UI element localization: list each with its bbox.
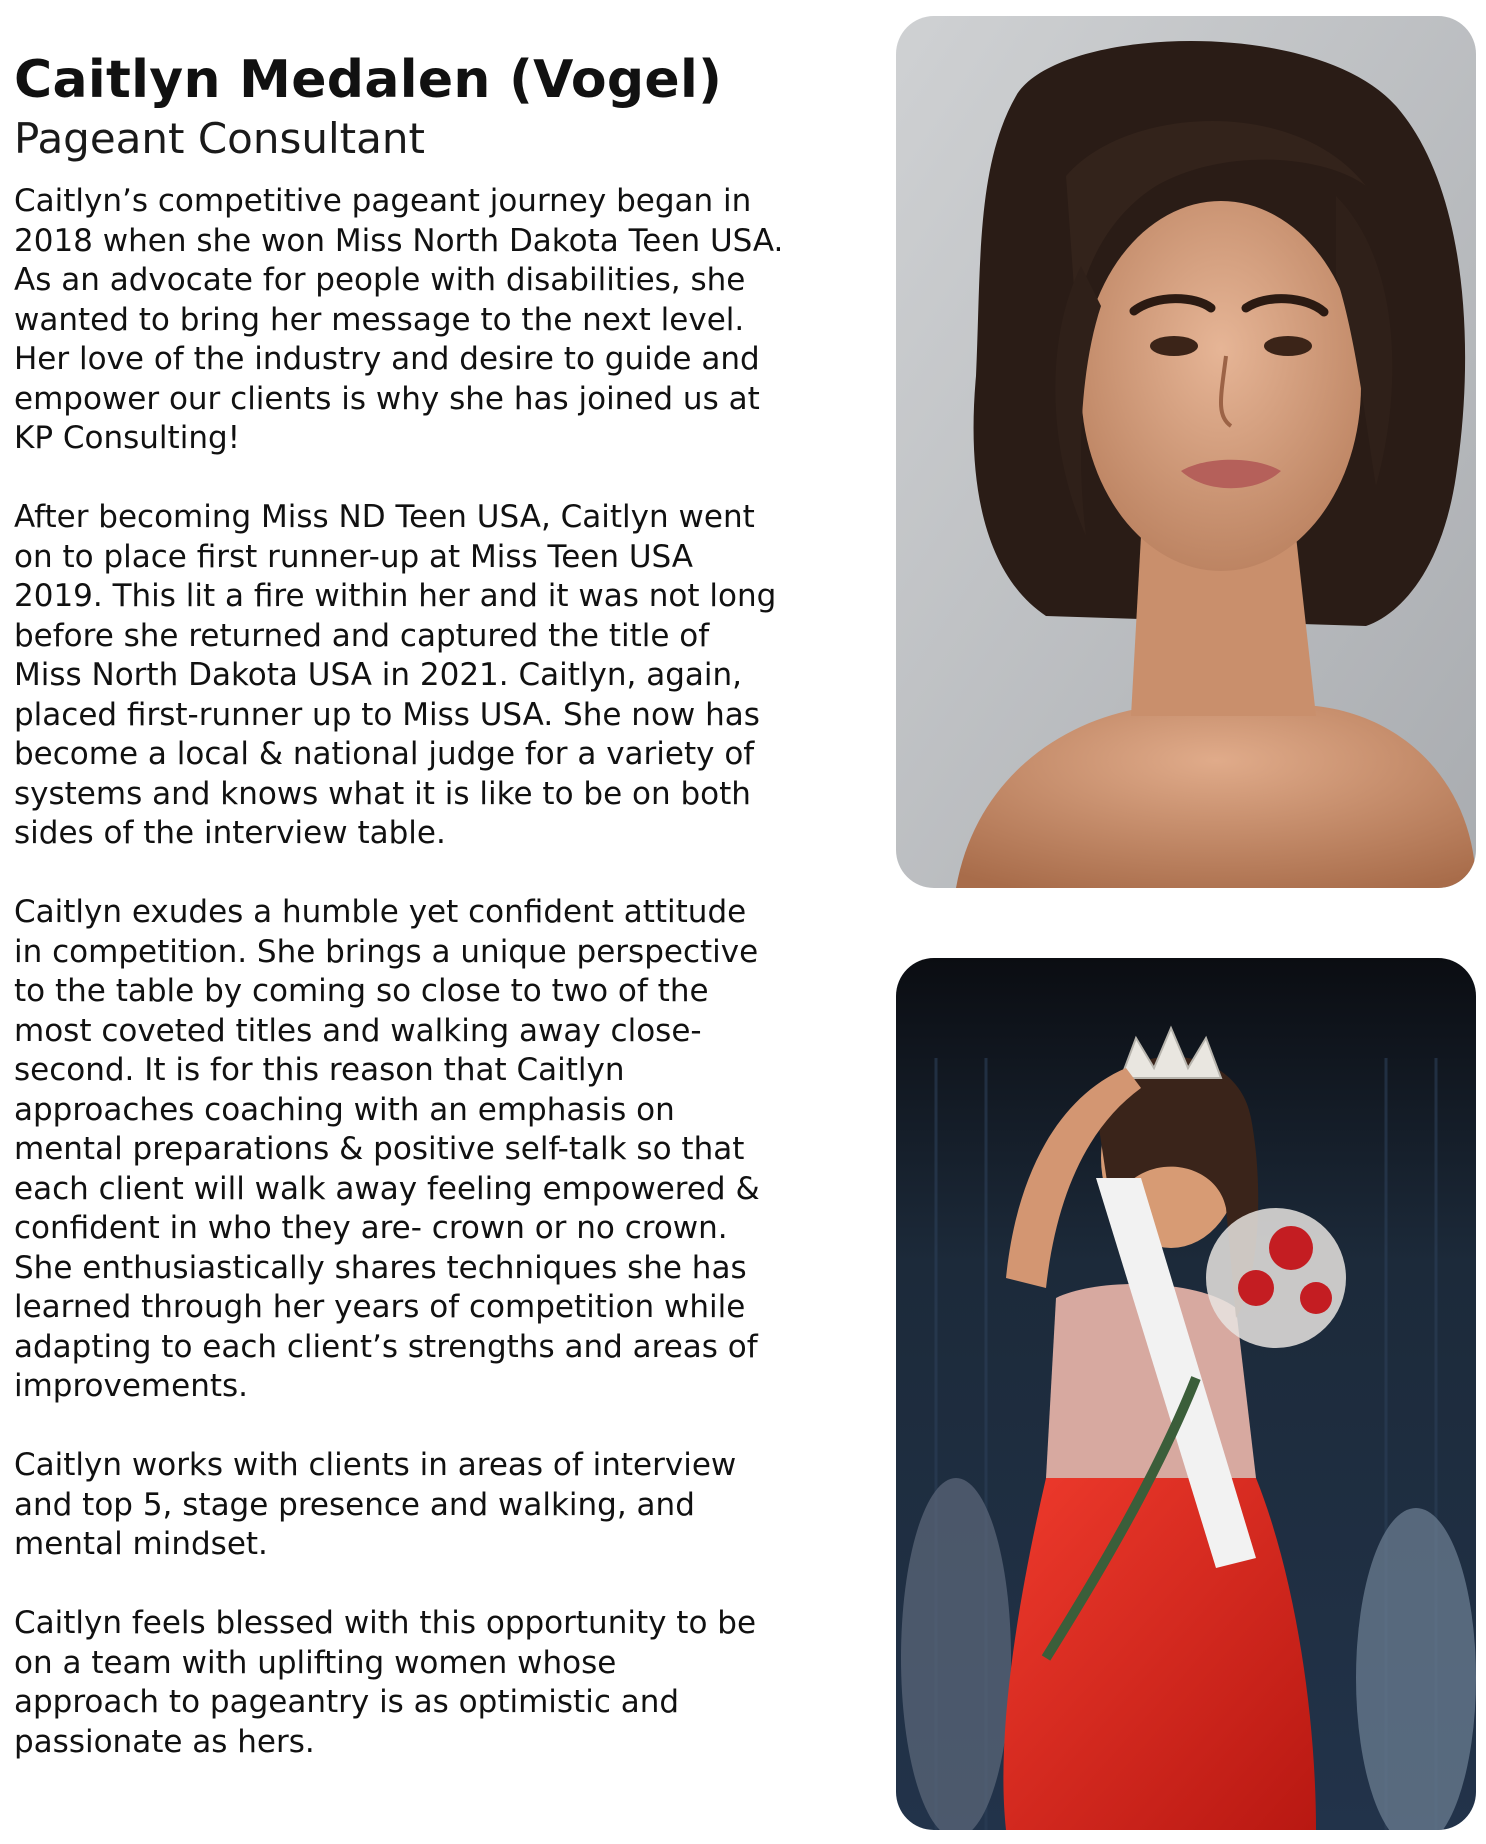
- bio-paragraph-1: Caitlyn’s competitive pageant journey began in 2018 when she won Miss North Dakota Teen USA. As an advocate for people with disabilities, she wanted to bring her message to the next level. Her love of the industry and desire to guide and empower our clients is why she has joined us at KP Consulting!: [14, 183, 784, 456]
- bio-paragraph-2: After becoming Miss ND Teen USA, Caitlyn went on to place first runner-up at Miss Teen USA 2019. This lit a fire within her and it was not long before she returned and captured the title of Miss North Dakota USA in 2021. Caitlyn, again, placed first-runner up to Miss USA. She now has become a local & national judge for a variety of systems and knows what it is like to be on both sides of the interview table.: [14, 499, 777, 851]
- bio-column: [14, 48, 874, 1802]
- bio-paragraph-4: Caitlyn works with clients in areas of interview and top 5, stage presence and walking, and mental mindset.: [14, 1447, 737, 1562]
- consultant-role: Pageant Consultant: [14, 114, 425, 163]
- portrait-photo: [896, 16, 1476, 888]
- crowning-illustration: [896, 958, 1476, 1830]
- bio-paragraph-5: Caitlyn feels blessed with this opportunity to be on a team with uplifting women whose approach to pageantry is as optimistic and passionate as hers.: [14, 1605, 757, 1760]
- portrait-illustration: [896, 16, 1476, 888]
- consultant-name: Caitlyn Medalen (Vogel): [14, 50, 723, 110]
- crowning-photo: [896, 958, 1476, 1830]
- bio-paragraph-3: Caitlyn exudes a humble yet confident attitude in competition. She brings a unique perspective to the table by coming so close to two of the most coveted titles and walking away close- second. It is for this reason that Caitlyn approaches coaching with an emphasis on mental preparations & positive self-talk so that each client will walk away feeling empowered & confident in who they are- crown or no crown. She enthusiastically shares techniques she has learned through her years of competition while adapting to each client’s strengths and areas of improvements.: [14, 894, 760, 1404]
